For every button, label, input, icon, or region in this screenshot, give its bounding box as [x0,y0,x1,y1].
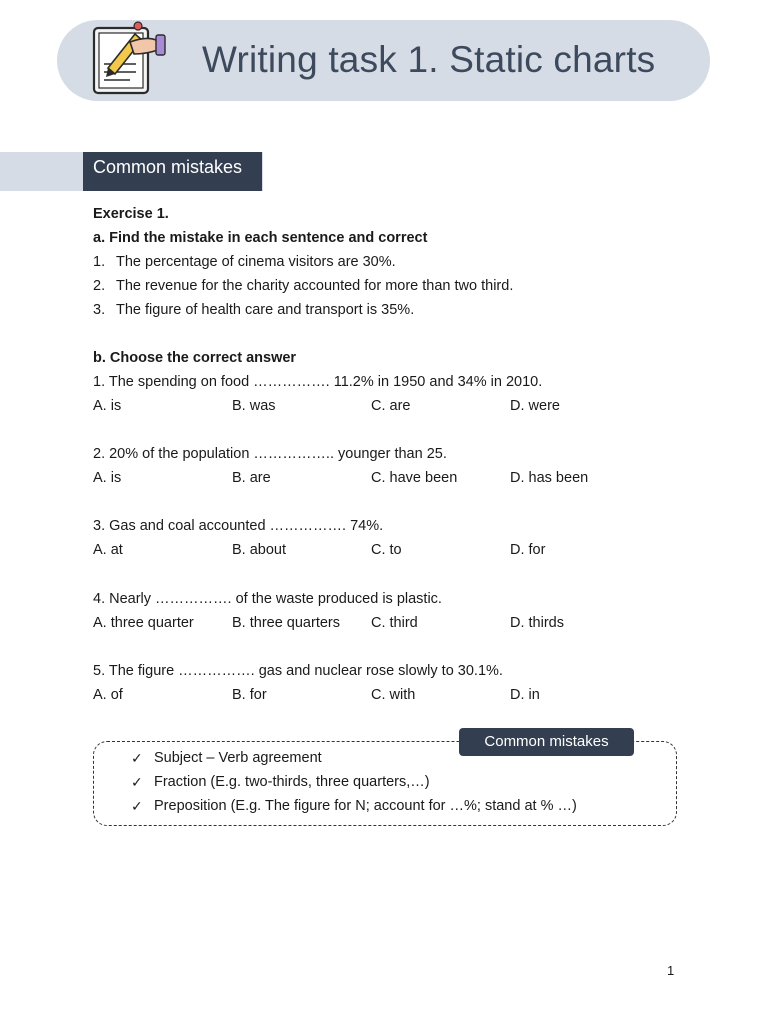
answer-option: C. to [371,542,402,558]
part-a-item-text: The figure of health care and transport is 35%. [116,302,415,318]
question-text: 4. Nearly ……………. of the waste produced is plastic. [93,591,442,607]
answer-option: B. for [232,687,267,703]
answer-option: B. was [232,398,276,414]
answer-option: C. third [371,615,418,631]
answer-option: B. three quarters [232,615,340,631]
answer-option: A. of [93,687,123,703]
answer-option: A. is [93,398,122,414]
answer-option: A. at [93,542,123,558]
part-a-heading: a. Find the mistake in each sentence and correct [93,230,428,246]
part-a-item-text: The revenue for the charity accounted for more than two third. [116,278,514,294]
notepad-pencil-icon [90,20,170,100]
answer-option: C. have been [371,470,458,486]
page-header [57,20,710,101]
question-text: 3. Gas and coal accounted ……………. 74%. [93,518,384,534]
part-a-item-number: 1. [93,254,106,270]
page-title: Writing task 1. Static charts [202,39,656,80]
question-text: 5. The figure ……………. gas and nuclear rose slowly to 30.1%. [93,663,503,679]
answer-option: B. are [232,470,271,486]
part-b-heading: b. Choose the correct answer [93,350,297,366]
answer-option: B. about [232,542,287,558]
question-text: 2. 20% of the population …………….. younger than 25. [93,446,447,462]
answer-option: C. with [371,687,416,703]
tip-item: Preposition (E.g. The figure for N; account for …%; stand at % …) [154,798,577,814]
answer-option: D. thirds [510,615,564,631]
answer-option: D. has been [510,470,589,486]
answer-option: D. were [510,398,560,414]
tip-item: Subject – Verb agreement [154,750,322,766]
exercise-title: Exercise 1. [93,206,169,222]
answer-option: A. is [93,470,122,486]
answer-option: A. three quarter [93,615,194,631]
answer-option: C. are [371,398,411,414]
answer-option: D. for [510,542,546,558]
tip-item: Fraction (E.g. two-thirds, three quarters,…) [154,774,430,790]
tips-tag: Common mistakes [459,728,634,756]
page-number: 1 [667,963,675,978]
section-title: Common mistakes [83,152,262,191]
checkmark-icon: ✓ [131,798,143,814]
answer-option: D. in [510,687,540,703]
part-a-item-number: 2. [93,278,106,294]
part-a-item-number: 3. [93,302,106,318]
question-text: 1. The spending on food ……………. 11.2% in 1950 and 34% in 2010. [93,374,543,390]
part-a-item-text: The percentage of cinema visitors are 30%. [116,254,396,270]
checkmark-icon: ✓ [131,774,143,790]
checkmark-icon: ✓ [131,750,143,766]
